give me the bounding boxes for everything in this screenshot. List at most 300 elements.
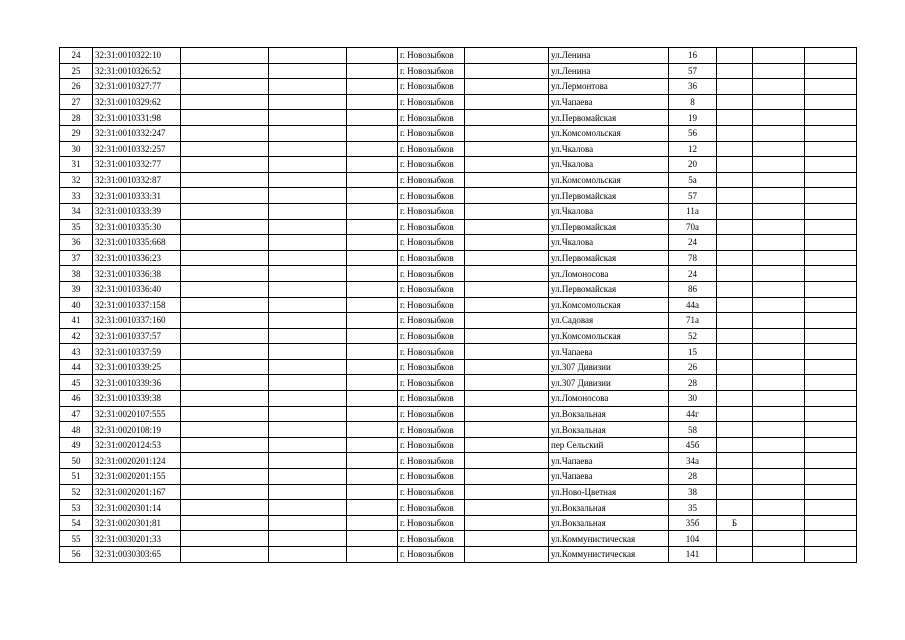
empty-cell xyxy=(181,422,269,438)
empty-cell xyxy=(465,313,549,329)
empty-cell xyxy=(465,515,549,531)
table-row xyxy=(60,406,857,422)
empty-cell xyxy=(347,157,398,173)
table-row xyxy=(60,63,857,79)
empty-cell xyxy=(805,235,857,251)
table-row xyxy=(60,422,857,438)
empty-cell xyxy=(805,313,857,329)
row-number-cell: 29 xyxy=(60,125,93,141)
empty-cell xyxy=(465,219,549,235)
empty-cell xyxy=(269,453,347,469)
empty-cell xyxy=(269,48,347,64)
cadastral-number-cell: 32:31:0010322:10 xyxy=(93,48,181,64)
city-cell: г. Новозыбков xyxy=(398,359,465,375)
empty-cell xyxy=(753,547,805,563)
empty-cell xyxy=(347,484,398,500)
street-cell: ул.Чкалова xyxy=(549,203,669,219)
street-cell: ул.Садовая xyxy=(549,313,669,329)
empty-cell xyxy=(805,94,857,110)
empty-cell xyxy=(465,484,549,500)
empty-cell xyxy=(465,172,549,188)
empty-cell xyxy=(465,250,549,266)
street-cell: ул.Вокзальная xyxy=(549,422,669,438)
city-cell: г. Новозыбков xyxy=(398,79,465,95)
table-body xyxy=(60,48,857,563)
building-letter-cell: Б xyxy=(717,515,753,531)
table-row xyxy=(60,437,857,453)
empty-cell xyxy=(753,188,805,204)
cadastral-number-cell: 32:31:0020124:53 xyxy=(93,437,181,453)
empty-cell xyxy=(465,266,549,282)
row-number-cell: 33 xyxy=(60,188,93,204)
cadastral-number-cell: 32:31:0010337:160 xyxy=(93,313,181,329)
empty-cell xyxy=(181,79,269,95)
empty-cell xyxy=(753,359,805,375)
empty-cell xyxy=(805,48,857,64)
row-number-cell: 44 xyxy=(60,359,93,375)
table-row xyxy=(60,547,857,563)
table-row xyxy=(60,515,857,531)
row-number-cell: 38 xyxy=(60,266,93,282)
empty-cell xyxy=(805,79,857,95)
empty-cell xyxy=(805,172,857,188)
empty-cell xyxy=(465,469,549,485)
city-cell: г. Новозыбков xyxy=(398,422,465,438)
empty-cell xyxy=(753,281,805,297)
building-letter-cell xyxy=(717,437,753,453)
row-number-cell: 43 xyxy=(60,344,93,360)
city-cell: г. Новозыбков xyxy=(398,250,465,266)
empty-cell xyxy=(753,235,805,251)
house-number-cell: 45б xyxy=(669,437,717,453)
city-cell: г. Новозыбков xyxy=(398,375,465,391)
house-number-cell: 35 xyxy=(669,500,717,516)
street-cell: ул.Ленина xyxy=(549,48,669,64)
empty-cell xyxy=(805,63,857,79)
building-letter-cell xyxy=(717,359,753,375)
empty-cell xyxy=(181,157,269,173)
cadastral-number-cell: 32:31:0020201:124 xyxy=(93,453,181,469)
empty-cell xyxy=(805,406,857,422)
empty-cell xyxy=(181,63,269,79)
house-number-cell: 44а xyxy=(669,297,717,313)
empty-cell xyxy=(181,515,269,531)
city-cell: г. Новозыбков xyxy=(398,281,465,297)
row-number-cell: 40 xyxy=(60,297,93,313)
cadastral-number-cell: 32:31:0010339:38 xyxy=(93,391,181,407)
city-cell: г. Новозыбков xyxy=(398,484,465,500)
row-number-cell: 35 xyxy=(60,219,93,235)
empty-cell xyxy=(347,313,398,329)
empty-cell xyxy=(269,344,347,360)
building-letter-cell xyxy=(717,531,753,547)
city-cell: г. Новозыбков xyxy=(398,391,465,407)
empty-cell xyxy=(347,328,398,344)
building-letter-cell xyxy=(717,110,753,126)
city-cell: г. Новозыбков xyxy=(398,94,465,110)
empty-cell xyxy=(465,422,549,438)
street-cell: ул.Ломоносова xyxy=(549,266,669,282)
house-number-cell: 56 xyxy=(669,125,717,141)
empty-cell xyxy=(181,141,269,157)
building-letter-cell xyxy=(717,157,753,173)
city-cell: г. Новозыбков xyxy=(398,110,465,126)
house-number-cell: 28 xyxy=(669,469,717,485)
empty-cell xyxy=(181,250,269,266)
building-letter-cell xyxy=(717,266,753,282)
house-number-cell: 20 xyxy=(669,157,717,173)
building-letter-cell xyxy=(717,79,753,95)
empty-cell xyxy=(269,297,347,313)
empty-cell xyxy=(347,203,398,219)
empty-cell xyxy=(181,281,269,297)
city-cell: г. Новозыбков xyxy=(398,453,465,469)
empty-cell xyxy=(181,500,269,516)
empty-cell xyxy=(269,172,347,188)
table-row xyxy=(60,359,857,375)
empty-cell xyxy=(805,547,857,563)
house-number-cell: 16 xyxy=(669,48,717,64)
street-cell: ул.307 Дивизии xyxy=(549,375,669,391)
empty-cell xyxy=(805,110,857,126)
street-cell: ул.Первомайская xyxy=(549,219,669,235)
cadastral-number-cell: 32:31:0010329:62 xyxy=(93,94,181,110)
table-row xyxy=(60,94,857,110)
row-number-cell: 45 xyxy=(60,375,93,391)
house-number-cell: 36 xyxy=(669,79,717,95)
empty-cell xyxy=(269,313,347,329)
table-row xyxy=(60,375,857,391)
empty-cell xyxy=(181,437,269,453)
row-number-cell: 49 xyxy=(60,437,93,453)
empty-cell xyxy=(753,94,805,110)
row-number-cell: 37 xyxy=(60,250,93,266)
empty-cell xyxy=(805,484,857,500)
empty-cell xyxy=(805,297,857,313)
building-letter-cell xyxy=(717,547,753,563)
table-row xyxy=(60,281,857,297)
empty-cell xyxy=(347,79,398,95)
house-number-cell: 86 xyxy=(669,281,717,297)
street-cell: ул.307 Дивизии xyxy=(549,359,669,375)
empty-cell xyxy=(181,188,269,204)
empty-cell xyxy=(753,266,805,282)
empty-cell xyxy=(753,375,805,391)
cadastral-number-cell: 32:31:0010327:77 xyxy=(93,79,181,95)
house-number-cell: 57 xyxy=(669,188,717,204)
cadastral-number-cell: 32:31:0010332:257 xyxy=(93,141,181,157)
building-letter-cell xyxy=(717,453,753,469)
house-number-cell: 78 xyxy=(669,250,717,266)
city-cell: г. Новозыбков xyxy=(398,203,465,219)
empty-cell xyxy=(805,391,857,407)
empty-cell xyxy=(269,391,347,407)
empty-cell xyxy=(347,94,398,110)
empty-cell xyxy=(269,94,347,110)
empty-cell xyxy=(465,157,549,173)
house-number-cell: 38 xyxy=(669,484,717,500)
empty-cell xyxy=(465,344,549,360)
building-letter-cell xyxy=(717,391,753,407)
cadastral-number-cell: 32:31:0010326:52 xyxy=(93,63,181,79)
empty-cell xyxy=(465,375,549,391)
city-cell: г. Новозыбков xyxy=(398,172,465,188)
street-cell: ул.Чкалова xyxy=(549,235,669,251)
city-cell: г. Новозыбков xyxy=(398,141,465,157)
table-row xyxy=(60,266,857,282)
house-number-cell: 35б xyxy=(669,515,717,531)
row-number-cell: 50 xyxy=(60,453,93,469)
street-cell: ул.Комсомольская xyxy=(549,125,669,141)
house-number-cell: 24 xyxy=(669,235,717,251)
cadastral-number-cell: 32:31:0010339:25 xyxy=(93,359,181,375)
city-cell: г. Новозыбков xyxy=(398,328,465,344)
empty-cell xyxy=(805,453,857,469)
table-row xyxy=(60,391,857,407)
empty-cell xyxy=(347,141,398,157)
row-number-cell: 46 xyxy=(60,391,93,407)
cadastral-number-cell: 32:31:0010337:57 xyxy=(93,328,181,344)
row-number-cell: 27 xyxy=(60,94,93,110)
empty-cell xyxy=(805,219,857,235)
cadastral-number-cell: 32:31:0010332:247 xyxy=(93,125,181,141)
row-number-cell: 31 xyxy=(60,157,93,173)
building-letter-cell xyxy=(717,422,753,438)
building-letter-cell xyxy=(717,219,753,235)
empty-cell xyxy=(465,281,549,297)
row-number-cell: 34 xyxy=(60,203,93,219)
street-cell: ул.Комсомольская xyxy=(549,297,669,313)
house-number-cell: 19 xyxy=(669,110,717,126)
empty-cell xyxy=(805,469,857,485)
empty-cell xyxy=(753,157,805,173)
cadastral-number-cell: 32:31:0020201:155 xyxy=(93,469,181,485)
street-cell: ул.Первомайская xyxy=(549,281,669,297)
city-cell: г. Новозыбков xyxy=(398,266,465,282)
empty-cell xyxy=(805,281,857,297)
building-letter-cell xyxy=(717,94,753,110)
empty-cell xyxy=(269,125,347,141)
building-letter-cell xyxy=(717,406,753,422)
empty-cell xyxy=(347,266,398,282)
empty-cell xyxy=(269,531,347,547)
empty-cell xyxy=(181,110,269,126)
building-letter-cell xyxy=(717,297,753,313)
cadastral-number-cell: 32:31:0020301:81 xyxy=(93,515,181,531)
empty-cell xyxy=(753,110,805,126)
street-cell: ул.Чапаева xyxy=(549,453,669,469)
house-number-cell: 26 xyxy=(669,359,717,375)
row-number-cell: 54 xyxy=(60,515,93,531)
house-number-cell: 28 xyxy=(669,375,717,391)
street-cell: ул.Первомайская xyxy=(549,250,669,266)
empty-cell xyxy=(269,63,347,79)
street-cell: ул.Чапаева xyxy=(549,344,669,360)
building-letter-cell xyxy=(717,172,753,188)
cadastral-number-cell: 32:31:0010332:87 xyxy=(93,172,181,188)
street-cell: ул.Вокзальная xyxy=(549,500,669,516)
city-cell: г. Новозыбков xyxy=(398,500,465,516)
empty-cell xyxy=(181,359,269,375)
empty-cell xyxy=(347,125,398,141)
table-row xyxy=(60,531,857,547)
table-row xyxy=(60,141,857,157)
building-letter-cell xyxy=(717,484,753,500)
empty-cell xyxy=(269,235,347,251)
empty-cell xyxy=(753,172,805,188)
cadastral-number-cell: 32:31:0010336:23 xyxy=(93,250,181,266)
empty-cell xyxy=(465,391,549,407)
row-number-cell: 30 xyxy=(60,141,93,157)
empty-cell xyxy=(181,391,269,407)
empty-cell xyxy=(753,469,805,485)
empty-cell xyxy=(753,79,805,95)
empty-cell xyxy=(269,188,347,204)
empty-cell xyxy=(269,547,347,563)
empty-cell xyxy=(753,406,805,422)
empty-cell xyxy=(269,141,347,157)
street-cell: ул.Чапаева xyxy=(549,94,669,110)
building-letter-cell xyxy=(717,125,753,141)
house-number-cell: 44г xyxy=(669,406,717,422)
empty-cell xyxy=(465,328,549,344)
table-row xyxy=(60,469,857,485)
empty-cell xyxy=(181,235,269,251)
street-cell: ул.Первомайская xyxy=(549,188,669,204)
empty-cell xyxy=(269,515,347,531)
cadastral-number-cell: 32:31:0030201:33 xyxy=(93,531,181,547)
cadastral-number-cell: 32:31:0010333:31 xyxy=(93,188,181,204)
street-cell: ул.Чкалова xyxy=(549,157,669,173)
row-number-cell: 28 xyxy=(60,110,93,126)
empty-cell xyxy=(805,203,857,219)
house-number-cell: 11а xyxy=(669,203,717,219)
empty-cell xyxy=(181,48,269,64)
empty-cell xyxy=(347,359,398,375)
house-number-cell: 34а xyxy=(669,453,717,469)
house-number-cell: 12 xyxy=(669,141,717,157)
empty-cell xyxy=(753,203,805,219)
empty-cell xyxy=(347,235,398,251)
row-number-cell: 48 xyxy=(60,422,93,438)
empty-cell xyxy=(347,515,398,531)
house-number-cell: 52 xyxy=(669,328,717,344)
empty-cell xyxy=(269,266,347,282)
table-row xyxy=(60,500,857,516)
table-row xyxy=(60,188,857,204)
empty-cell xyxy=(181,547,269,563)
row-number-cell: 26 xyxy=(60,79,93,95)
empty-cell xyxy=(347,375,398,391)
empty-cell xyxy=(269,437,347,453)
empty-cell xyxy=(181,344,269,360)
city-cell: г. Новозыбков xyxy=(398,406,465,422)
table-row xyxy=(60,344,857,360)
row-number-cell: 55 xyxy=(60,531,93,547)
cadastral-number-cell: 32:31:0010331:98 xyxy=(93,110,181,126)
table-row xyxy=(60,484,857,500)
building-letter-cell xyxy=(717,235,753,251)
row-number-cell: 41 xyxy=(60,313,93,329)
empty-cell xyxy=(181,203,269,219)
empty-cell xyxy=(181,172,269,188)
building-letter-cell xyxy=(717,328,753,344)
street-cell: ул.Вокзальная xyxy=(549,515,669,531)
building-letter-cell xyxy=(717,469,753,485)
cadastral-number-cell: 32:31:0010332:77 xyxy=(93,157,181,173)
street-cell: ул.Вокзальная xyxy=(549,406,669,422)
cadastral-number-cell: 32:31:0010336:40 xyxy=(93,281,181,297)
street-cell: ул.Чапаева xyxy=(549,469,669,485)
empty-cell xyxy=(805,359,857,375)
empty-cell xyxy=(805,531,857,547)
empty-cell xyxy=(347,344,398,360)
cadastral-number-cell: 32:31:0030303:65 xyxy=(93,547,181,563)
cadastral-number-cell: 32:31:0010339:36 xyxy=(93,375,181,391)
empty-cell xyxy=(181,453,269,469)
empty-cell xyxy=(347,469,398,485)
city-cell: г. Новозыбков xyxy=(398,547,465,563)
empty-cell xyxy=(347,297,398,313)
empty-cell xyxy=(465,406,549,422)
table-row xyxy=(60,79,857,95)
empty-cell xyxy=(347,547,398,563)
empty-cell xyxy=(805,125,857,141)
cadastral-number-cell: 32:31:0010333:39 xyxy=(93,203,181,219)
empty-cell xyxy=(465,297,549,313)
empty-cell xyxy=(805,141,857,157)
empty-cell xyxy=(347,188,398,204)
empty-cell xyxy=(753,141,805,157)
building-letter-cell xyxy=(717,63,753,79)
empty-cell xyxy=(753,484,805,500)
empty-cell xyxy=(181,375,269,391)
empty-cell xyxy=(753,313,805,329)
empty-cell xyxy=(347,500,398,516)
empty-cell xyxy=(269,203,347,219)
cadastral-number-cell: 32:31:0010336:38 xyxy=(93,266,181,282)
empty-cell xyxy=(805,375,857,391)
empty-cell xyxy=(753,531,805,547)
city-cell: г. Новозыбков xyxy=(398,48,465,64)
house-number-cell: 71а xyxy=(669,313,717,329)
empty-cell xyxy=(269,79,347,95)
city-cell: г. Новозыбков xyxy=(398,313,465,329)
city-cell: г. Новозыбков xyxy=(398,437,465,453)
empty-cell xyxy=(181,125,269,141)
empty-cell xyxy=(465,94,549,110)
empty-cell xyxy=(465,188,549,204)
city-cell: г. Новозыбков xyxy=(398,469,465,485)
street-cell: ул.Коммунистическая xyxy=(549,531,669,547)
row-number-cell: 56 xyxy=(60,547,93,563)
empty-cell xyxy=(465,141,549,157)
row-number-cell: 42 xyxy=(60,328,93,344)
cadastral-number-cell: 32:31:0010335:668 xyxy=(93,235,181,251)
empty-cell xyxy=(753,63,805,79)
house-number-cell: 141 xyxy=(669,547,717,563)
cadastral-number-cell: 32:31:0010335:30 xyxy=(93,219,181,235)
empty-cell xyxy=(269,375,347,391)
property-registry-table xyxy=(59,47,857,563)
empty-cell xyxy=(269,422,347,438)
row-number-cell: 53 xyxy=(60,500,93,516)
empty-cell xyxy=(347,48,398,64)
city-cell: г. Новозыбков xyxy=(398,515,465,531)
empty-cell xyxy=(805,437,857,453)
row-number-cell: 25 xyxy=(60,63,93,79)
cadastral-number-cell: 32:31:0020107:555 xyxy=(93,406,181,422)
